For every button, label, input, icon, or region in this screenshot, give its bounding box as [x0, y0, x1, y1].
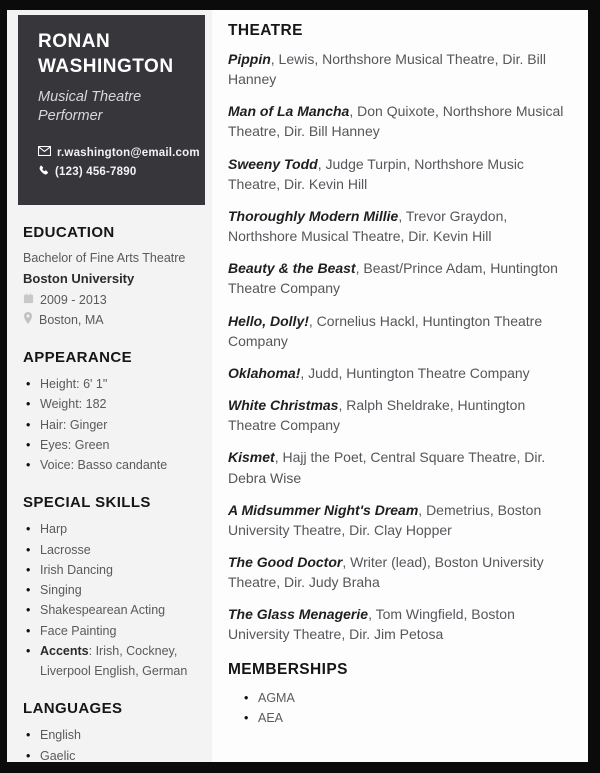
credit-details: , Beast/Prince Adam, Huntington Theatre Company	[228, 260, 558, 297]
list-item: • Harp	[23, 519, 198, 539]
list-item: • Shakespearean Acting	[23, 600, 198, 620]
credit-details: , Demetrius, Boston University Theatre, Dir. Clay Hopper	[228, 501, 542, 538]
phone-text: (123) 456-7890	[55, 166, 137, 179]
list-item: • Gaelic	[23, 746, 198, 762]
main-column	[212, 10, 588, 762]
memberships-heading: MEMBERSHIPS	[228, 660, 348, 678]
list-item: • AGMA	[228, 688, 570, 708]
envelope-icon	[38, 146, 51, 159]
theatre-credit	[228, 552, 570, 592]
list-item: • AEA	[228, 708, 570, 728]
list-item: • English	[23, 725, 198, 745]
email-text: r.washington@email.com	[57, 146, 200, 159]
languages-section	[7, 700, 212, 762]
theatre-credit	[228, 206, 570, 246]
list-item: • Irish Dancing	[23, 560, 198, 580]
languages-list	[23, 725, 198, 762]
email-row	[38, 146, 200, 159]
show-title: White Christmas	[228, 397, 339, 414]
show-title: The Good Doctor	[228, 553, 343, 570]
theatre-credit	[228, 447, 570, 487]
appearance-heading: APPEARANCE	[23, 349, 133, 367]
show-title: Kismet	[228, 449, 275, 466]
education-degree: Bachelor of Fine Arts Theatre	[23, 251, 186, 266]
theatre-credit	[228, 604, 570, 644]
calendar-icon	[23, 291, 34, 310]
location-pin-icon	[23, 311, 33, 330]
theatre-credit	[228, 311, 570, 351]
list-item: • Voice: Basso candante	[23, 455, 198, 475]
sidebar	[7, 10, 212, 762]
theatre-credit	[228, 154, 570, 194]
special-skills-list	[23, 519, 198, 681]
education-location: Boston, MA	[39, 313, 104, 328]
accents-values: : Irish, Cockney, Liverpool English, German	[40, 643, 188, 679]
special-skills-heading: SPECIAL SKILLS	[23, 494, 151, 512]
name-line-1: RONAN	[38, 31, 111, 52]
header-block	[18, 15, 205, 205]
education-section	[7, 224, 212, 330]
list-item: • Singing	[23, 580, 198, 600]
phone-row	[38, 165, 191, 179]
show-title: Oklahoma!	[228, 364, 301, 381]
show-title: Sweeny Todd	[228, 155, 318, 172]
credit-details: , Judge Turpin, Northshore Music Theatre, Dir. Kevin Hill	[228, 155, 524, 192]
memberships-list	[228, 688, 570, 728]
show-title: Hello, Dolly!	[228, 312, 309, 329]
list-item-accents	[23, 641, 198, 682]
list-item: • Lacrosse	[23, 540, 198, 560]
resume-page	[7, 10, 588, 762]
education-location-row	[23, 311, 198, 330]
contact-block	[38, 146, 200, 179]
theatre-credit	[228, 101, 570, 141]
show-title: Thoroughly Modern Millie	[228, 207, 399, 224]
name-line-2: WASHINGTON	[38, 55, 174, 77]
list-item: • Height: 6' 1"	[23, 374, 198, 394]
show-title: The Glass Menagerie	[228, 606, 369, 623]
show-title: Pippin	[228, 51, 271, 67]
phone-icon	[38, 165, 49, 179]
credit-details: , Cornelius Hackl, Huntington Theatre Company	[228, 312, 543, 349]
theatre-credit	[228, 395, 570, 435]
education-dates: 2009 - 2013	[40, 292, 107, 307]
credit-details: , Don Quixote, Northshore Musical Theatre, Dir. Bill Hanney	[228, 103, 564, 140]
list-item: • Weight: 182	[23, 394, 198, 414]
list-item: • Face Painting	[23, 621, 198, 641]
show-title: Man of La Mancha	[228, 103, 350, 120]
theatre-credit	[228, 500, 570, 540]
education-heading: EDUCATION	[23, 224, 115, 242]
education-school: Boston University	[23, 271, 135, 287]
credit-details: , Hajj the Poet, Central Square Theatre, Dir. Debra Wise	[228, 449, 546, 486]
credit-details: , Lewis, Northshore Musical Theatre, Dir. Bill Hanney	[228, 51, 546, 88]
accents-label: Accents	[40, 643, 89, 658]
theatre-credit	[228, 49, 570, 89]
education-dates-row	[23, 291, 198, 310]
show-title: A Midsummer Night's Dream	[228, 501, 419, 518]
credit-details: , Tom Wingfield, Boston University Theatre, Dir. Jim Petosa	[228, 606, 515, 643]
credit-details: , Writer (lead), Boston University Theatre, Dir. Judy Braha	[228, 553, 544, 591]
memberships-section	[228, 661, 570, 728]
job-title: Musical Theatre Performer	[38, 89, 142, 125]
credit-details: , Judd, Huntington Theatre Company	[300, 364, 530, 381]
theatre-credit	[228, 363, 570, 383]
credit-details: , Ralph Sheldrake, Huntington Theatre Company	[228, 397, 526, 434]
special-skills-section	[7, 494, 212, 681]
appearance-section	[7, 349, 212, 475]
show-title: Beauty & the Beast	[228, 260, 356, 277]
theatre-heading: THEATRE	[228, 22, 303, 39]
list-item: • Eyes: Green	[23, 435, 198, 455]
list-item: • Hair: Ginger	[23, 415, 198, 435]
languages-heading: LANGUAGES	[23, 700, 123, 718]
appearance-list	[23, 374, 198, 475]
theatre-credit	[228, 258, 570, 298]
candidate-name	[38, 30, 191, 79]
credit-details: , Trevor Graydon, Northshore Musical Theatre, Dir. Kevin Hill	[228, 207, 508, 245]
